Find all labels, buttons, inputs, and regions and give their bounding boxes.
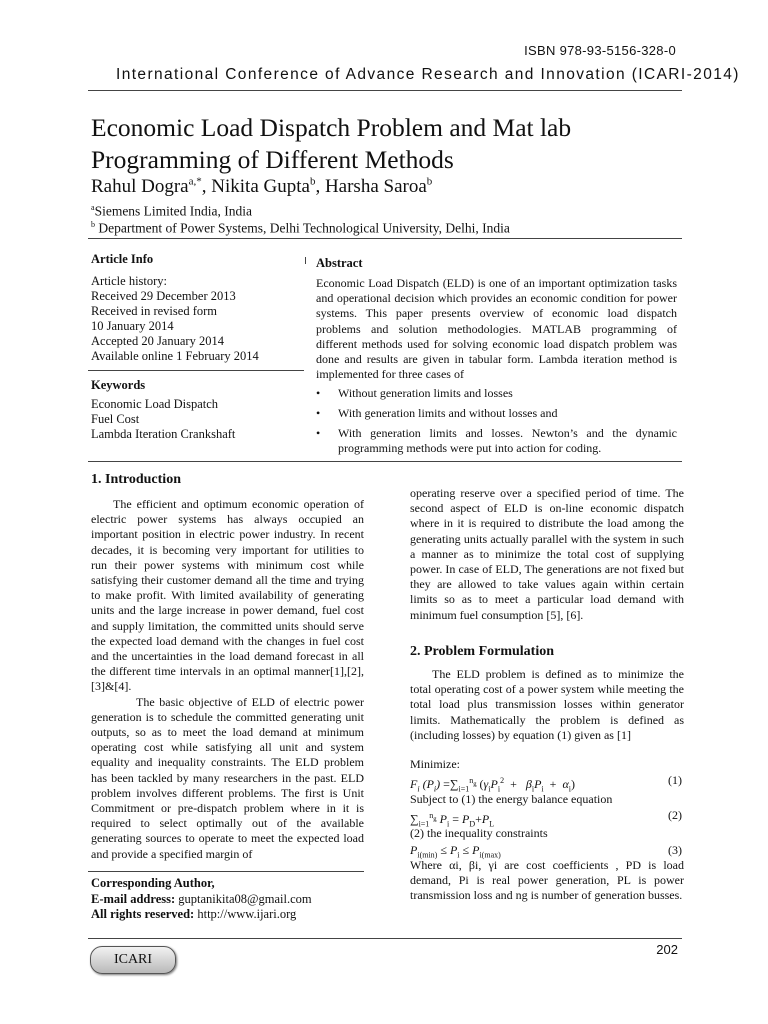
keywords-heading: Keywords (91, 378, 146, 392)
article-history: Article history: Received 29 December 2013 Received in revised form 10 January 2014 Accepted 20 January 2014 Available online 1 February 2014 (91, 274, 259, 363)
right-column-text: operating reserve over a specified period of time. The second aspect of ELD is on-line economic dispatch where in it is required to distribute the load among the generating units actually parallel with the system in such a manner as to minimize the total cost of supplying power. In case of ELD, The generations are not fixed but they are allowed to take values again within certain limits so as to meet a particular load demand with minimum fuel consumption [5], [6]. (410, 486, 684, 622)
equation-number: (1) (668, 773, 682, 787)
equation-1: $F_i$ $(P_i) =\sum_{i=1}^{n_g}$ $(\gamma_iP_i^2 + \beta_iP_i + \alpha_i)$ (1) (410, 773, 682, 794)
minimize-label: Minimize: (410, 757, 460, 771)
equation-3: $P_{i(min)} \le P_i \le P_{i(max)}$ (3) (410, 843, 682, 860)
abstract-bullet: • With generation limits and without losses and (316, 406, 677, 421)
isbn-label: ISBN 978-93-5156-328-0 (524, 43, 676, 58)
equation-number: (3) (668, 843, 682, 857)
affiliation-a: $^a$Siemens Limited India, India (91, 203, 253, 219)
author: Nikita Gupta$^b$, (211, 176, 325, 198)
abstract-rule (88, 461, 682, 462)
footer-rule (88, 938, 682, 939)
intro-heading: 1. Introduction (91, 472, 181, 487)
intro-paragraph: The basic objective of ELD of electric power generation is to schedule the committed generating unit outputs, so as to meet the load demand at minimum operating cost while satisfying all unit and system equality and inequality constraints. The ELD problem has been tackled by many researchers in the past. ELD problem involves different problems. The first is Unit Commitment or pre-dispatch problem where in it is required to select optimally out of the available generating sources to operate to meet the expected load and provide a specified margin of (91, 694, 364, 861)
intro-body (91, 497, 364, 862)
formulation-body: The ELD problem is defined as to minimize the total operating cost of a power system while meeting the total load plus transmission losses within generator limits. Mathematically the problem is defined as (including losses) by equation (1) given as [1] (410, 667, 684, 742)
abstract-bullet: • Without generation limits and losses (316, 386, 677, 401)
abstract-text: Economic Load Dispatch (ELD) is one of an important optimization tasks and operational decision which provides an economic condition for power systems. This paper presents overview of economic load dispatch problems and solution methodologies. MATLAB programming of different methods used for solving economic load dispatch problem was done and results are given in tabular form. Lambda iteration method is implemented for three cases of (316, 276, 677, 382)
corresponding-author: Corresponding Author, E-mail address: guptanikita08@gmail.com All rights reserved: http://www.ijari.org (91, 876, 312, 921)
title-rule (88, 238, 682, 239)
footnote-rule (88, 871, 364, 872)
author-list (91, 176, 432, 198)
info-divider (88, 370, 304, 371)
author: Rahul Dogra$^{a,*}$, (91, 176, 212, 198)
equation-number: (2) (668, 808, 682, 822)
abstract-bullet: • With generation limits and losses. Newton’s and the dynamic programming methods were put into action for coding. (316, 426, 677, 456)
constraint-label-1: Subject to (1) the energy balance equation (410, 792, 613, 806)
icari-logo: ICARI (90, 946, 176, 974)
header-rule (88, 90, 682, 91)
page-number: 202 (656, 942, 678, 957)
article-info-heading: Article Info (91, 252, 154, 266)
author: Harsha Saroa$^b$ (324, 176, 433, 198)
variable-definitions: Where αi, βi, γi are cost coefficients , PD is load demand, Pi is real power generation, PL is power transmission loss and ng is number of generation busses. (410, 858, 684, 903)
website-link[interactable]: http://www.ijari.org (197, 907, 297, 921)
paper-title: Economic Load Dispatch Problem and Mat lab Programming of Different Methods (91, 113, 572, 174)
affiliation-b: $^b$ Department of Power Systems, Delhi Technological University, Delhi, India (91, 220, 510, 236)
intro-paragraph: The efficient and optimum economic operation of electric power systems has always occupied an important position in electric power industry. In recent decades, it is becoming very important for utilities to run their power systems with minimum cost while satisfying their customer demand all the time and trying to make profit. With limited availability of generating units and the large increase in power demand, fuel cost and supply limitation, the committed units should serve the expected load demand with the changes in fuel cost and the uncertainties in the load demand forecast in all the different time intervals in an optimal manner[1],[2],[3]&[4]. (91, 497, 364, 694)
formulation-heading: 2. Problem Formulation (410, 644, 555, 659)
constraint-label-2: (2) the inequality constraints (410, 826, 548, 840)
email-link[interactable]: guptanikita08@gmail.com (178, 891, 312, 906)
abstract-heading: Abstract (316, 256, 363, 270)
equation-2: $\sum_{i=1}^{n_g}$ $P_i = P_D+P_L$ (2) (410, 808, 682, 829)
conference-name: International Conference of Advance Research and Innovation (ICARI-2014) (116, 66, 740, 83)
keywords-list: Economic Load Dispatch Fuel Cost Lambda Iteration Crankshaft (91, 397, 236, 441)
